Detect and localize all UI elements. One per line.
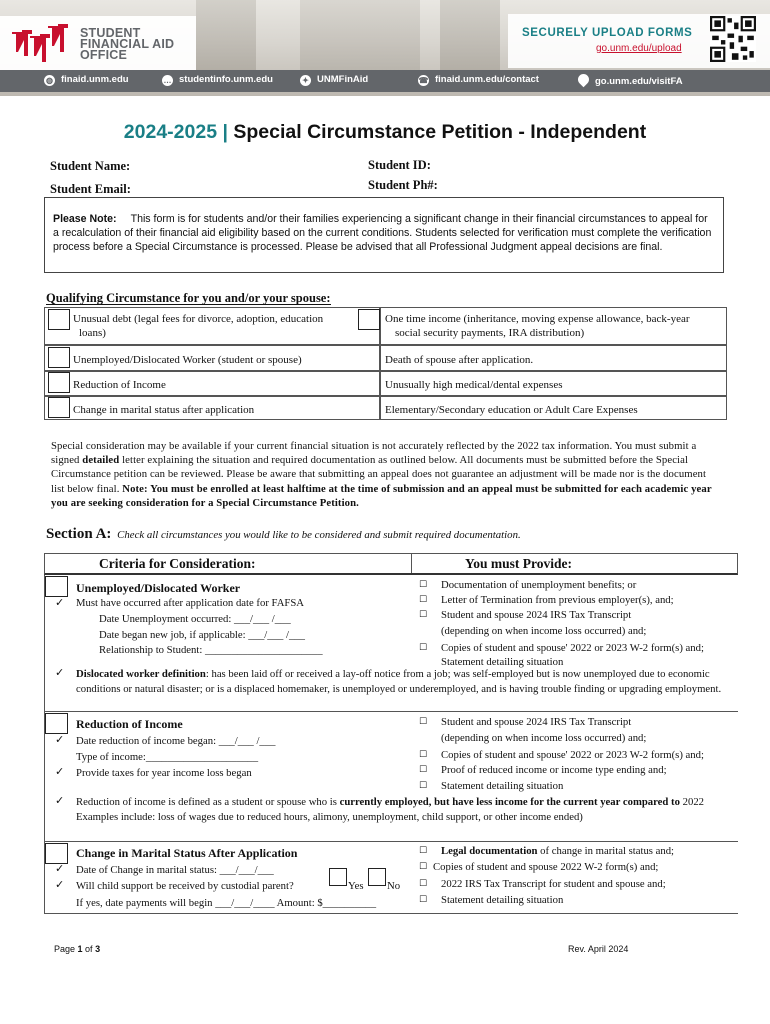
bullet-box-icon: ☐ <box>419 717 428 727</box>
marital-doc-1-bold: Legal documentation <box>441 845 538 857</box>
qualifying-option-marital-label: Change in marital status after application <box>73 404 255 416</box>
nav-link-visit[interactable] <box>578 74 683 87</box>
nav-link-website-label: finaid.unm.edu <box>61 74 129 85</box>
globe-icon: ◍ <box>44 75 55 86</box>
reduction-doc-2: (depending on when income loss occurred) and; <box>441 732 647 744</box>
marital-doc-1-rest: of change in marital status and; <box>537 845 675 857</box>
phone-icon: ☎ <box>418 76 429 85</box>
marital-title: Change in Marital Status After Application <box>76 846 298 860</box>
nav-link-twitter[interactable] <box>300 74 368 86</box>
student-email-label: Student Email: <box>50 182 131 196</box>
form-title <box>0 121 770 144</box>
section-a-title: Section A: <box>46 526 112 542</box>
reduction-doc-3: Copies of student and spouse' 2022 or 2023 W-2 form(s) and; <box>441 749 704 761</box>
unemployed-definition-label: Dislocated worker definition <box>76 668 206 680</box>
special-text-1: Special consideration may be available if your current financial situation is not accurately reflected by the 2022 tax information. You must submit a signed <box>51 440 697 467</box>
office-line-1: STUDENT <box>80 26 141 40</box>
reduction-doc-1: Student and spouse 2024 IRS Tax Transcript <box>441 716 632 728</box>
reduction-title: Reduction of Income <box>76 717 183 731</box>
criteria-header-divider <box>411 554 412 573</box>
unemployed-doc-6: Statement detailing situation <box>441 656 564 668</box>
revision-date: Rev. April 2024 <box>568 944 629 954</box>
special-consideration-paragraph <box>51 439 719 510</box>
upload-link[interactable]: go.unm.edu/upload <box>596 43 682 54</box>
child-support-yes-checkbox[interactable] <box>329 868 347 886</box>
checkbox-one-time-income[interactable] <box>358 309 380 330</box>
bullet-box-icon: ☐ <box>419 781 428 791</box>
checkmark-icon: ✓ <box>55 596 65 609</box>
twitter-icon: ✦ <box>300 75 311 86</box>
reduction-line-1: Date reduction of income began: ___/___ /___ <box>76 735 276 747</box>
child-support-no-checkbox[interactable] <box>368 868 386 886</box>
nav-link-visit-label: go.unm.edu/visitFA <box>595 76 683 87</box>
special-bold-1: detailed <box>82 454 120 467</box>
qualifying-option-death-of-spouse-label: Death of spouse after application. <box>385 354 534 366</box>
unemployed-doc-2: Letter of Termination from previous employer(s), and; <box>441 594 674 606</box>
qualifying-option-reduction[interactable] <box>44 371 380 396</box>
checkbox-marital-criteria[interactable] <box>45 843 68 864</box>
reduction-doc-5: Statement detailing situation <box>441 780 564 792</box>
qualifying-option-one-time-income-label-2: social security payments, IRA distribution) <box>395 327 585 339</box>
qualifying-option-debt-label-2: loans) <box>79 327 106 339</box>
marital-doc-4: Statement detailing situation <box>441 894 564 906</box>
qualifying-option-debt-label: Unusual debt (legal fees for divorce, adoption, education <box>73 313 324 325</box>
section-a-instruction: Check all circumstances you would like to be considered and submit required documentation. <box>117 529 521 541</box>
marital-doc-3: 2022 IRS Tax Transcript for student and spouse and; <box>441 878 666 890</box>
marital-line-2: Will child support be received by custodial parent? <box>76 880 294 892</box>
reduction-definition <box>76 795 736 825</box>
marital-line-1: Date of Change in marital status: ___/___/___ <box>76 864 274 876</box>
unemployed-doc-4: (depending on when income loss occurred) and; <box>441 625 647 637</box>
student-id-label: Student ID: <box>368 158 431 172</box>
qualifying-option-education[interactable] <box>380 396 727 420</box>
qualifying-table <box>44 307 727 420</box>
page-current: 1 <box>77 944 83 954</box>
child-support-no-label: No <box>387 880 401 892</box>
bullet-box-icon: ☐ <box>419 595 428 605</box>
qualifying-option-medical[interactable] <box>380 371 727 396</box>
qualifying-option-one-time-income[interactable] <box>380 307 727 345</box>
checkbox-unemployed-criteria[interactable] <box>45 576 68 597</box>
note-body: This form is for students and/or their families experiencing a significant change in their financial circumstances to appeal for a recalculation of their financial aid eligibility based on the current conditions. Students selected for verification must complete the verification process before a Special Circumstance is processed. Please be advised that all Professional Judgment appeal decisions are final. <box>53 213 712 254</box>
unemployed-title: Unemployed/Dislocated Worker <box>76 581 241 595</box>
checkmark-icon: ✓ <box>55 862 65 875</box>
reduction-doc-4: Proof of reduced income or income type ending and; <box>441 764 667 776</box>
page-number <box>54 944 100 954</box>
qualifying-option-death-of-spouse[interactable] <box>380 345 727 371</box>
page-total: 3 <box>95 944 101 954</box>
checkmark-icon: ✓ <box>55 666 65 679</box>
form-title-year: 2024-2025 <box>123 121 218 143</box>
block-separator <box>44 913 738 914</box>
qualifying-option-reduction-label: Reduction of Income <box>73 379 166 391</box>
banner-photo-trees <box>196 0 256 70</box>
unemployed-doc-1: Documentation of unemployment benefits; or <box>441 579 637 591</box>
office-name <box>80 28 174 61</box>
form-title-separator: | <box>217 121 234 143</box>
student-name-label: Student Name: <box>50 159 131 173</box>
checkbox-reduction-criteria[interactable] <box>45 713 68 734</box>
bullet-box-icon: ☐ <box>419 580 428 590</box>
checkmark-icon: ✓ <box>55 765 65 778</box>
unemployed-line-3: Date began new job, if applicable: ___/___ /___ <box>99 629 305 641</box>
bullet-box-icon: ☐ <box>419 765 428 775</box>
office-line-3: OFFICE <box>80 48 128 62</box>
qualifying-option-debt[interactable] <box>44 307 380 345</box>
form-title-text: Special Circumstance Petition - Independent <box>233 121 647 143</box>
checkbox-reduction[interactable] <box>48 372 70 393</box>
qualifying-option-marital[interactable] <box>44 396 380 420</box>
unemployed-line-1: Must have occurred after application date for FAFSA <box>76 597 305 609</box>
marital-doc-2: Copies of student and spouse 2022 W-2 form(s) and; <box>433 861 659 873</box>
checkbox-unemployed[interactable] <box>48 347 70 368</box>
student-phone-label: Student Ph#: <box>368 178 438 192</box>
office-line-2: FINANCIAL AID <box>80 37 175 51</box>
section-a-heading <box>46 526 521 543</box>
unemployed-line-4: Relationship to Student: ______________________ <box>99 644 323 656</box>
reduction-definition-text-2: 2022 Examples include: loss of wages due to reduced hours, alimony, unemployment, child support, or other income ended) <box>76 796 704 823</box>
reduction-definition-text-1: Reduction of income is defined as a student or spouse who is <box>76 796 340 808</box>
reduction-line-2: Type of income:_____________________ <box>76 751 259 763</box>
checkmark-icon: ✓ <box>55 878 65 891</box>
qualifying-option-education-label: Elementary/Secondary education or Adult Care Expenses <box>385 404 638 416</box>
nav-link-studentinfo-label: studentinfo.unm.edu <box>179 74 273 85</box>
special-bold-2: Note: You must be enrolled at least halftime at the time of submission and an appeal must be submitted for each academic year you are seeking consideration for a Special Circumstance Petition. <box>51 482 712 509</box>
upload-title: SECURELY UPLOAD FORMS <box>522 27 693 39</box>
bullet-box-icon: ☐ <box>419 895 428 905</box>
reduction-definition-bold: currently employed, but have less income for the current year compared to <box>339 796 680 808</box>
note-label: Please Note: <box>53 213 117 225</box>
qr-code-icon <box>710 16 756 62</box>
checkmark-icon: ✓ <box>55 733 65 746</box>
nav-link-website[interactable] <box>44 74 129 86</box>
bullet-box-icon: ☐ <box>419 862 428 872</box>
qualifying-option-medical-label: Unusually high medical/dental expenses <box>385 379 563 391</box>
qualifying-option-unemployed-label: Unemployed/Dislocated Worker (student or spouse) <box>73 354 302 366</box>
unm-logo-icon <box>10 22 72 68</box>
page-mid: of <box>82 944 96 954</box>
chat-icon: … <box>163 76 172 85</box>
checkmark-icon: ✓ <box>55 794 65 807</box>
criteria-column-heading: Criteria for Consideration: <box>99 556 256 571</box>
checkbox-debt[interactable] <box>48 309 70 330</box>
bullet-box-icon: ☐ <box>419 610 428 620</box>
location-pin-icon <box>576 72 592 88</box>
bullet-box-icon: ☐ <box>419 750 428 760</box>
unemployed-doc-3: Student and spouse 2024 IRS Tax Transcript <box>441 609 632 621</box>
page-prefix: Page <box>54 944 78 954</box>
unemployed-definition-text: : has been laid off or received a lay-off notice from a job; was self-employed but is now unemployed due to economic conditions or natural disaster; or is a displaced homemaker, is unemployed or underemployed, and is having trouble finding or upgrading employment. <box>76 668 722 695</box>
reduction-line-3: Provide taxes for year income loss began <box>76 767 252 779</box>
unemployed-doc-5: Copies of student and spouse' 2022 or 2023 W-2 form(s) and; <box>441 642 704 654</box>
note-text <box>53 212 713 255</box>
banner-photo-statue <box>300 0 420 70</box>
nav-link-twitter-label: UNMFinAid <box>317 74 369 85</box>
unemployed-definition <box>76 667 736 697</box>
unemployed-line-2: Date Unemployment occurred: ___/___ /___ <box>99 613 291 625</box>
nav-link-contact-label: finaid.unm.edu/contact <box>435 74 539 85</box>
qualifying-option-one-time-income-label: One time income (inheritance, moving expense allowance, back-year <box>385 313 690 325</box>
qualifying-heading: Qualifying Circumstance for you and/or your spouse: <box>46 291 331 305</box>
nav-link-studentinfo[interactable] <box>162 74 273 86</box>
qualifying-option-unemployed[interactable] <box>44 345 380 371</box>
child-support-yes-label: Yes <box>348 880 364 892</box>
banner-photo-trees-right <box>440 0 500 70</box>
bullet-box-icon: ☐ <box>419 846 428 856</box>
provide-column-heading: You must Provide: <box>465 556 573 571</box>
marital-line-3: If yes, date payments will begin ___/___/____ Amount: $__________ <box>76 897 377 909</box>
checkbox-marital[interactable] <box>48 397 70 418</box>
nav-link-contact[interactable] <box>418 74 539 86</box>
bullet-box-icon: ☐ <box>419 879 428 889</box>
special-text-2: letter explaining the situation and required documentation as outlined below. All documents must be submitted before the Special Circumstance petition can be reviewed. Please be aware that submitting an appeal does not guarantee an adjustment will be made nor is the document list below final. <box>51 454 707 495</box>
bullet-box-icon: ☐ <box>419 643 428 653</box>
marital-doc-1 <box>441 844 674 858</box>
